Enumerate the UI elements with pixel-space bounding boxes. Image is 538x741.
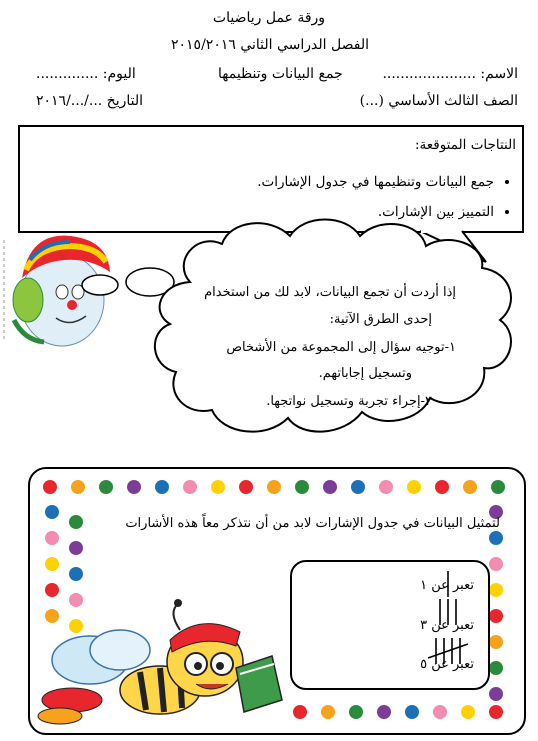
- class-line: الصف الثالث الأساسي (...): [359, 93, 518, 109]
- outcomes-title: النتاجات المتوقعة:: [414, 137, 516, 153]
- tally-label-five: تعبر عن ٥: [420, 657, 474, 672]
- day-field: اليوم: ..............: [36, 66, 136, 82]
- semester-line: الفصل الدراسي الثاني ٢٠١٥/٢٠١٦: [171, 37, 369, 53]
- outcome-item: • جمع البيانات وتنظيمها في جدول الإشارات.: [257, 167, 494, 197]
- tally-reference-box: [290, 560, 490, 690]
- cloud-line-1: إذا أردت أن تجمع البيانات، لابد لك من استخدام: [204, 285, 456, 300]
- student-name-field: الاسم: .....................: [382, 66, 518, 82]
- speech-tail-cover: [421, 229, 461, 233]
- cloud-line-2: إحدى الطرق الآتية:: [329, 312, 432, 327]
- tally-label-three: تعبر عن ٣: [420, 618, 474, 633]
- cloud-line-5: ٢-إجراء تجربة وتسجيل نواتجها.: [266, 394, 432, 409]
- tally-label-one: تعبر عن ١: [420, 578, 474, 593]
- tally-intro-text: لتمثيل البيانات في جدول الإشارات لابد من أن نتذكر معاً هذه الأشارات: [125, 516, 500, 531]
- worksheet-title: ورقة عمل رياضيات: [212, 10, 326, 26]
- outcome-item: • التمييز بين الإشارات.: [257, 197, 494, 227]
- cloud-line-4: وتسجيل إجاباتهم.: [318, 366, 412, 381]
- lesson-topic: جمع البيانات وتنظيمها: [218, 66, 343, 82]
- cloud-line-3: ١-توجيه سؤال إلى المجموعة من الأشخاص: [226, 340, 456, 355]
- date-field: التاريخ .../.../٢٠١٦: [36, 93, 144, 109]
